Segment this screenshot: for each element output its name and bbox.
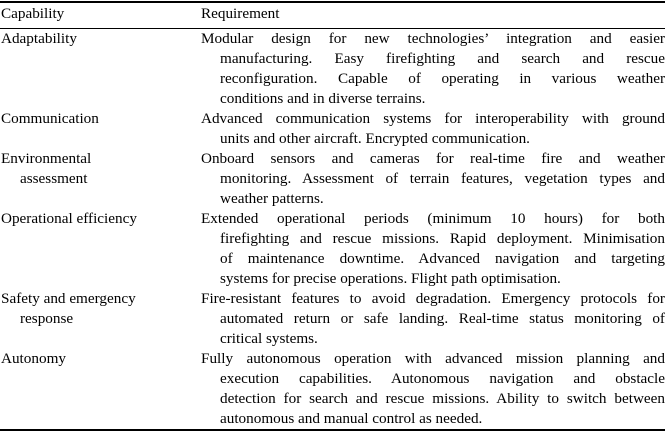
capability-line: Adaptability xyxy=(1,30,77,47)
requirement-line: Extended operational periods (minimum 10 hours) for both xyxy=(201,210,665,227)
capability-cell xyxy=(1,209,187,229)
requirement-line: Fire-resistant features to avoid degradation. Emergency protocols for xyxy=(201,290,665,307)
requirement-line: Modular design for new technologies’ integration and easier xyxy=(201,30,665,47)
capability-line: Environmental xyxy=(1,150,92,167)
table-row xyxy=(0,149,665,209)
requirement-line: units and other aircraft. Encrypted communication. xyxy=(220,130,530,147)
table-top-rule xyxy=(0,1,665,3)
requirement-cell xyxy=(201,109,665,149)
requirement-line: Advanced communication systems for interoperability with ground xyxy=(201,110,665,127)
capability-cell xyxy=(1,109,187,129)
requirement-line: systems for precise operations. Flight path optimisation. xyxy=(220,270,561,287)
table-row xyxy=(0,349,665,429)
requirement-cell xyxy=(201,349,665,429)
capability-cell xyxy=(1,149,187,189)
requirement-line: Fully autonomous operation with advanced mission planning and xyxy=(201,350,665,367)
requirement-line: critical systems. xyxy=(220,330,318,347)
header-requirement: Requirement xyxy=(201,5,280,22)
capability-line: Communication xyxy=(1,110,99,127)
requirement-line: execution capabilities. Autonomous navigation and obstacle xyxy=(220,370,665,387)
table-row xyxy=(0,289,665,349)
requirement-line: of maintenance downtime. Advanced navigation and targeting xyxy=(220,250,665,267)
header-capability: Capability xyxy=(1,5,65,22)
capability-line: Safety and emergency xyxy=(1,290,136,307)
requirement-line: Onboard sensors and cameras for real-time fire and weather xyxy=(201,150,665,167)
requirement-line: weather patterns. xyxy=(220,190,324,207)
capability-cell xyxy=(1,349,187,369)
requirement-cell xyxy=(201,149,665,209)
capability-cell xyxy=(1,289,187,329)
requirement-line: detection for search and rescue missions. Ability to switch between xyxy=(220,390,665,407)
requirement-line: monitoring. Assessment of terrain features, vegetation types and xyxy=(220,170,665,187)
table-row xyxy=(0,109,665,149)
requirement-cell xyxy=(201,289,665,349)
requirement-cell xyxy=(201,29,665,109)
capability-line: Autonomy xyxy=(1,350,66,367)
requirement-line: reconfiguration. Capable of operating in various weather xyxy=(220,70,665,87)
requirement-line: conditions and in diverse terrains. xyxy=(220,90,426,107)
capability-line: response xyxy=(20,310,74,327)
requirement-line: firefighting and rescue missions. Rapid deployment. Minimisation xyxy=(220,230,665,247)
requirement-line: manufacturing. Easy firefighting and search and rescue xyxy=(220,50,665,67)
table-bottom-rule xyxy=(0,429,665,431)
requirement-cell xyxy=(201,209,665,289)
capability-line: assessment xyxy=(20,170,88,187)
table-row xyxy=(0,209,665,289)
capability-line: Operational efficiency xyxy=(1,210,137,227)
table-body xyxy=(0,29,665,429)
capability-cell xyxy=(1,29,187,49)
table-row xyxy=(0,29,665,109)
requirement-line: autonomous and manual control as needed. xyxy=(220,410,483,427)
requirement-line: automated return or safe landing. Real-time status monitoring of xyxy=(220,310,665,327)
